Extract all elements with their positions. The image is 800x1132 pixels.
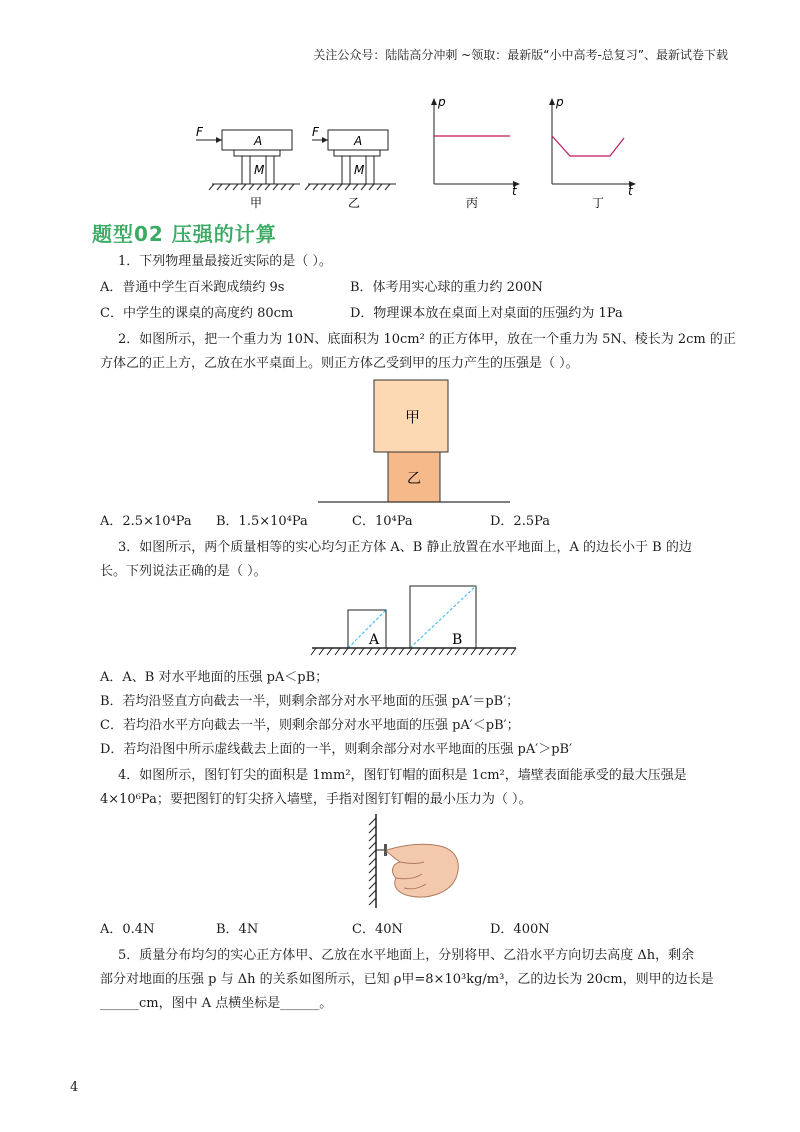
q2-option-d: D．2.5Pa [490, 514, 551, 529]
q3-figure [0, 584, 800, 664]
block-m-jia: M [254, 163, 265, 177]
q4-stem-line1: 4．如图所示，图钉钉尖的面积是 1mm²，图钉钉帽的面积是 1cm²，墙壁表面能承受的最大压强是 [118, 768, 687, 783]
page-number: 4 [70, 1080, 79, 1095]
q2-option-c: C．10⁴Pa [352, 514, 413, 529]
t-label-bing: t [512, 184, 517, 198]
figure-jia [196, 125, 300, 210]
q5-stem-line2: 部分对地面的压强 p 与 Δh 的关系如图所示，已知 ρ甲=8×10³kg/m³，乙的边长为 20cm，则甲的边长是 [100, 972, 714, 987]
q3-stem-line2: 长。下列说法正确的是（ ）。 [100, 564, 267, 579]
block-yi-label: 乙 [407, 471, 421, 487]
q4-option-d: D．400N [490, 922, 550, 937]
top-figures [0, 92, 800, 212]
q4-option-b: B．4N [216, 922, 259, 937]
cube-a-label: A [369, 632, 380, 648]
caption-jia: 甲 [250, 196, 263, 210]
q5-stem-line3: ______cm，图中 A 点横坐标是______。 [100, 996, 333, 1011]
caption-bing: 丙 [466, 196, 479, 210]
p-label-bing: p [438, 95, 446, 109]
caption-yi: 乙 [348, 196, 361, 210]
q1-option-c: C．中学生的课桌的高度约 80cm [100, 306, 294, 321]
figure-yi [305, 125, 396, 210]
q2-option-a: A．2.5×10⁴Pa [100, 514, 192, 529]
block-jia-label: 甲 [405, 408, 421, 426]
block-m-yi: M [354, 163, 365, 177]
t-label-ding: t [628, 184, 633, 198]
q5-stem-line1: 5．质量分布均匀的实心正方体甲、乙放在水平地面上，分别将甲、乙沿水平方向切去高度 Δh，剩余 [118, 948, 695, 963]
section-title: 题型02 压强的计算 [92, 222, 277, 246]
q4-option-c: C．40N [352, 922, 403, 937]
q1-option-b: B．体考用实心球的重力约 200N [350, 280, 543, 295]
q3-stem-line1: 3．如图所示，两个质量相等的实心均匀正方体 A、B 静止放置在水平地面上，A 的边长小于 B 的边 [118, 540, 692, 555]
q4-option-a: A．0.4N [100, 922, 155, 937]
q2-figure [0, 376, 800, 506]
q4-figure [0, 812, 800, 912]
force-label-jia: F [196, 125, 203, 139]
q1-option-d: D．物理课本放在桌面上对桌面的压强约为 1Pa [350, 306, 623, 321]
figure-ding [549, 95, 636, 210]
p-label-ding: p [556, 95, 564, 109]
block-a-jia: A [254, 134, 263, 148]
q3-option-a: A．A、B 对水平地面的压强 pA＜pB； [100, 670, 329, 685]
q2-stem-line2: 方体乙的正上方，乙放在水平桌面上。则正方体乙受到甲的压力产生的压强是（ ）。 [100, 356, 579, 371]
figure-bing [431, 95, 520, 210]
q2-stem-line1: 2．如图所示，把一个重力为 10N、底面积为 10cm² 的正方体甲，放在一个重力为 5N、棱长为 2cm 的正 [118, 332, 736, 347]
force-label-yi: F [312, 125, 319, 139]
q3-option-b: B．若均沿竖直方向截去一半，则剩余部分对水平地面的压强 pA′＝pB′； [100, 694, 520, 709]
q1-option-a: A．普通中学生百米跑成绩约 9s [100, 280, 285, 295]
hand-illustration [387, 844, 458, 897]
page-header: 关注公众号：陆陆高分冲刺 ~领取：最新版“小中高考-总复习”、最新试卷下载 [313, 48, 728, 62]
q3-option-c: C．若均沿水平方向截去一半，则剩余部分对水平地面的压强 pA′＜pB′； [100, 718, 520, 733]
caption-ding: 丁 [592, 196, 605, 210]
q1-stem: 1．下列物理量最接近实际的是（ ）。 [118, 254, 332, 269]
q2-option-b: B．1.5×10⁴Pa [216, 514, 308, 529]
cube-b-label: B [452, 632, 463, 648]
q4-stem-line2: 4×10⁶Pa；要把图钉的钉尖挤入墙壁，手指对图钉钉帽的最小压力为（ ）。 [100, 792, 532, 807]
q3-option-d: D．若均沿图中所示虚线截去上面的一半，则剩余部分对水平地面的压强 pA′＞pB′ [100, 742, 573, 757]
block-a-yi: A [354, 134, 363, 148]
